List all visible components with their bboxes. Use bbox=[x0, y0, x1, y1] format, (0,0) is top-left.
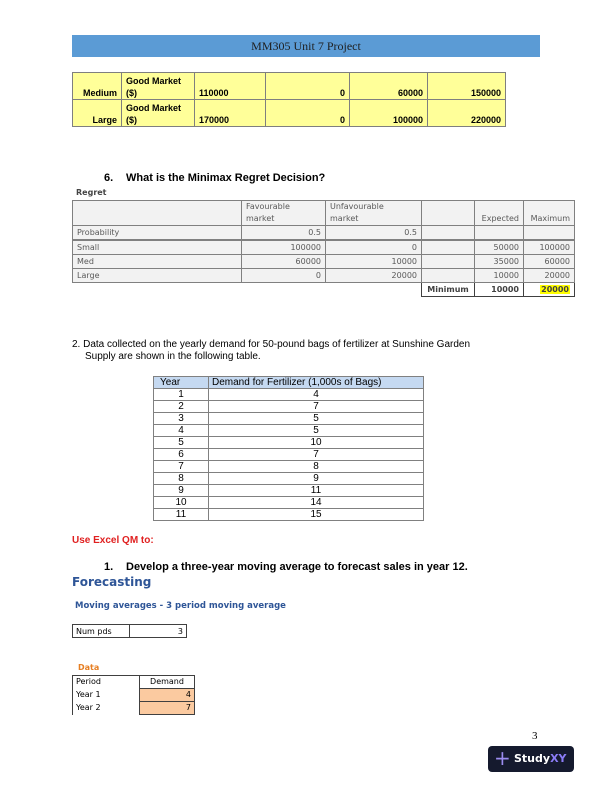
page-number: 3 bbox=[532, 730, 538, 742]
header-row bbox=[73, 201, 575, 226]
demand-cell: 7 bbox=[140, 702, 195, 715]
num-periods-box bbox=[72, 624, 187, 638]
table-row: Small 100000 0 50000 100000 bbox=[73, 240, 575, 255]
table-row bbox=[73, 100, 506, 127]
minimax-answer: 20000 bbox=[524, 283, 575, 297]
moving-average-subtitle: Moving averages - 3 period moving average bbox=[75, 601, 286, 611]
demand-data-table bbox=[72, 675, 195, 715]
cell: 170000 bbox=[195, 100, 266, 127]
col-header-expected: Expected bbox=[475, 201, 524, 226]
table-row: Year 1 4 bbox=[73, 689, 195, 702]
table-row: 1 4 bbox=[154, 389, 424, 401]
probability-row: Probability 0.5 0.5 bbox=[73, 226, 575, 241]
minimum-row: Minimum 10000 20000 bbox=[73, 283, 575, 297]
col-header-favourable: Favourable market bbox=[242, 201, 326, 226]
cell: 110000 bbox=[195, 73, 266, 100]
table-row: Med 60000 10000 35000 60000 bbox=[73, 255, 575, 269]
cell: 100000 bbox=[350, 100, 428, 127]
table-row: 6 7 bbox=[154, 449, 424, 461]
row-label: Medium bbox=[73, 73, 122, 100]
regret-label: Regret bbox=[76, 188, 107, 197]
cell: 60000 bbox=[350, 73, 428, 100]
cell: 150000 bbox=[428, 73, 506, 100]
demand-cell: 4 bbox=[140, 689, 195, 702]
row-label: Large bbox=[73, 100, 122, 127]
table-row: Year 2 7 bbox=[73, 702, 195, 715]
table-row: 8 9 bbox=[154, 473, 424, 485]
num-periods-label: Num pds bbox=[73, 625, 130, 638]
cell: 0 bbox=[266, 100, 350, 127]
market-label: Good Market ($) bbox=[122, 73, 195, 100]
forecasting-title: Forecasting bbox=[72, 575, 152, 589]
col-header-unfavourable: Unfavourable market bbox=[326, 201, 422, 226]
payoff-table bbox=[72, 72, 506, 127]
table-row: 4 5 bbox=[154, 425, 424, 437]
cell: 220000 bbox=[428, 100, 506, 127]
problem-2-text: 2. Data collected on the yearly demand for 50-pound bags of fertilizer at Sunshine Garden Supply are shown in the following table. bbox=[72, 339, 471, 362]
cell: 0 bbox=[266, 73, 350, 100]
table-row: 5 10 bbox=[154, 437, 424, 449]
table-row: 10 14 bbox=[154, 497, 424, 509]
table-row: 9 11 bbox=[154, 485, 424, 497]
data-label: Data bbox=[78, 663, 100, 672]
task-item-1: 1. Develop a three-year moving average to forecast sales in year 12. bbox=[104, 561, 468, 573]
table-row: 3 5 bbox=[154, 413, 424, 425]
header-row: Year Demand for Fertilizer (1,000s of Bags) bbox=[154, 377, 424, 389]
plus-icon: + bbox=[494, 746, 511, 770]
table-row: 2 7 bbox=[154, 401, 424, 413]
num-periods-value: 3 bbox=[130, 625, 187, 638]
table-row: 7 8 bbox=[154, 461, 424, 473]
studyxy-badge[interactable] bbox=[488, 746, 574, 772]
col-header-maximum: Maximum bbox=[524, 201, 575, 226]
table-row: Large 0 20000 10000 20000 bbox=[73, 269, 575, 283]
table-row: 11 15 bbox=[154, 509, 424, 521]
brand-name: StudyXY bbox=[514, 752, 567, 765]
question-6: 6. What is the Minimax Regret Decision? bbox=[104, 172, 326, 184]
regret-table bbox=[72, 200, 575, 297]
page-header: MM305 Unit 7 Project bbox=[72, 35, 540, 57]
use-excel-qm-heading: Use Excel QM to: bbox=[72, 535, 154, 546]
table-row bbox=[73, 73, 506, 100]
header-row: Period Demand bbox=[73, 676, 195, 689]
market-label: Good Market ($) bbox=[122, 100, 195, 127]
fertilizer-table bbox=[153, 376, 424, 521]
